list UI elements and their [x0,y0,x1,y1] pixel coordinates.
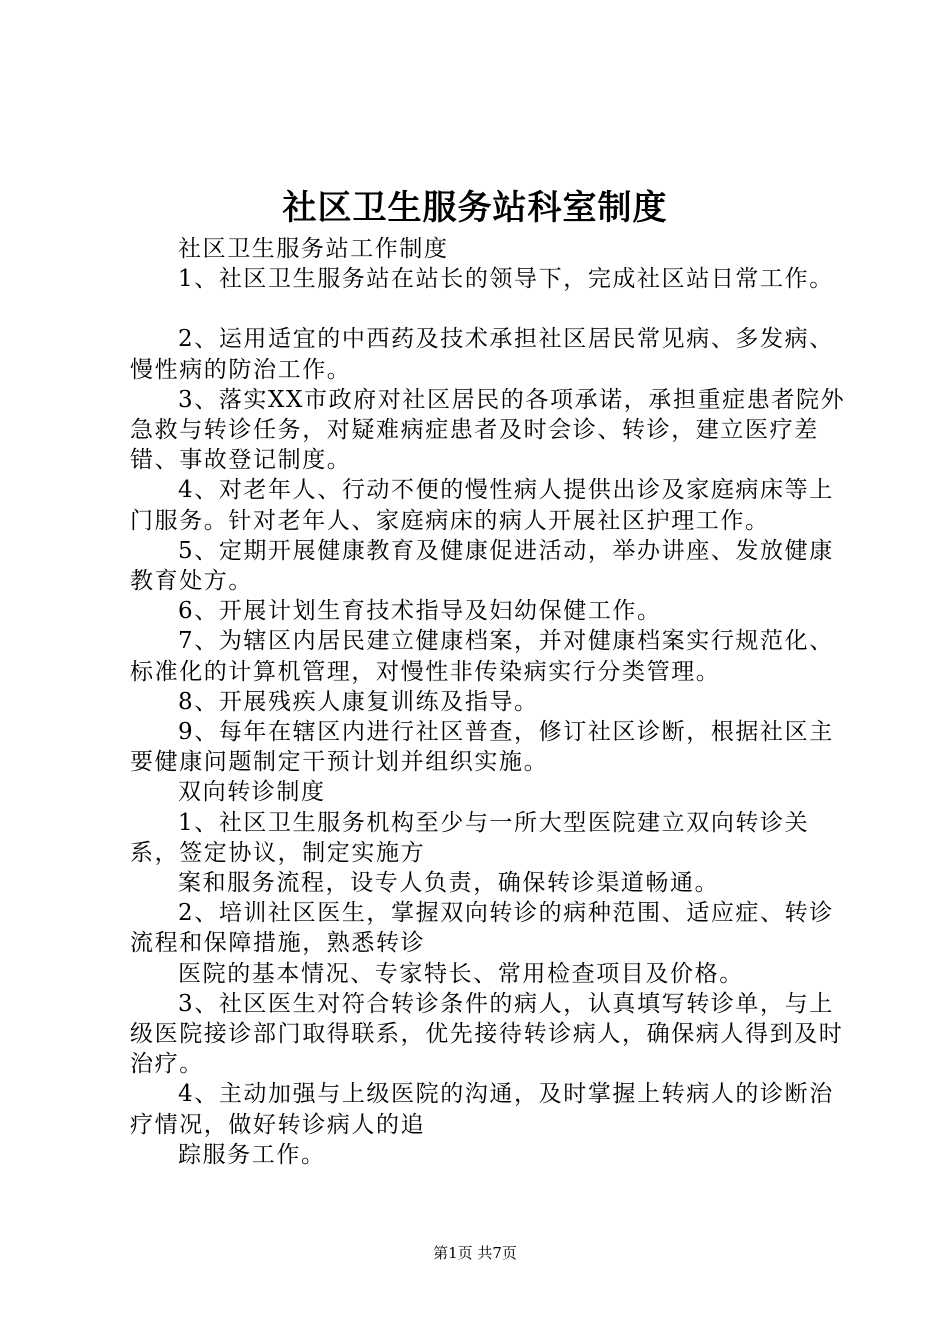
referral-item-3: 3、社区医生对符合转诊条件的病人，认真填写转诊单，与上级医院接诊部门取得联系，优先接待转诊病人，确保病人得到及时治疗。 [130,990,844,1078]
referral-item-1: 1、社区卫生服务机构至少与一所大型医院建立双向转诊关系，签定协议，制定实施方 [130,809,810,866]
paragraph-item-7: 7、为辖区内居民建立健康档案，并对健康档案实行规范化、标准化的计算机管理，对慢性非传染病实行分类管理。 [130,628,834,685]
page-number-footer: 第1页 共7页 [433,1244,517,1262]
paragraph-item-6: 6、开展计划生育技术指导及妇幼保健工作。 [178,598,662,625]
paragraph-item-4: 4、对老年人、行动不便的慢性病人提供出诊及家庭病床等上门服务。针对老年人、家庭病床的病人开展社区护理工作。 [130,477,834,534]
section-heading-referral-rules: 双向转诊制度 [178,779,326,806]
document-title: 社区卫生服务站科室制度 [282,188,668,228]
referral-item-2-continued: 医院的基本情况、专家特长、常用检查项目及价格。 [178,960,744,987]
document-body [130,234,850,1170]
paragraph-item-5: 5、定期开展健康教育及健康促进活动，举办讲座、发放健康教育处方。 [130,537,834,595]
paragraph-item-1: 1、社区卫生服务站在站长的领导下，完成社区站日常工作。 [178,266,834,293]
paragraph-item-3: 3、落实XX市政府对社区居民的各项承诺，承担重症患者院外急救与转诊任务，对疑难病症患者及时会诊、转诊，建立医疗差错、事故登记制度。 [130,386,846,474]
paragraph-item-9: 9、每年在辖区内进行社区普查，修订社区诊断，根据社区主要健康问题制定干预计划并组织实施。 [130,719,834,776]
paragraph-item-2: 2、运用适宜的中西药及技术承担社区居民常见病、多发病、慢性病的防治工作。 [130,326,834,383]
referral-item-4: 4、主动加强与上级医院的沟通，及时掌握上转病人的诊断治疗情况，做好转诊病人的追 [130,1081,834,1138]
section-heading-work-rules: 社区卫生服务站工作制度 [178,236,449,262]
referral-item-1-continued: 案和服务流程，设专人负责，确保转诊渠道畅通。 [178,870,720,897]
referral-item-4-continued: 踪服务工作。 [178,1141,326,1168]
referral-item-2: 2、培训社区医生，掌握双向转诊的病种范围、适应症、转诊流程和保障措施，熟悉转诊 [130,900,834,957]
paragraph-item-8: 8、开展残疾人康复训练及指导。 [178,688,539,715]
